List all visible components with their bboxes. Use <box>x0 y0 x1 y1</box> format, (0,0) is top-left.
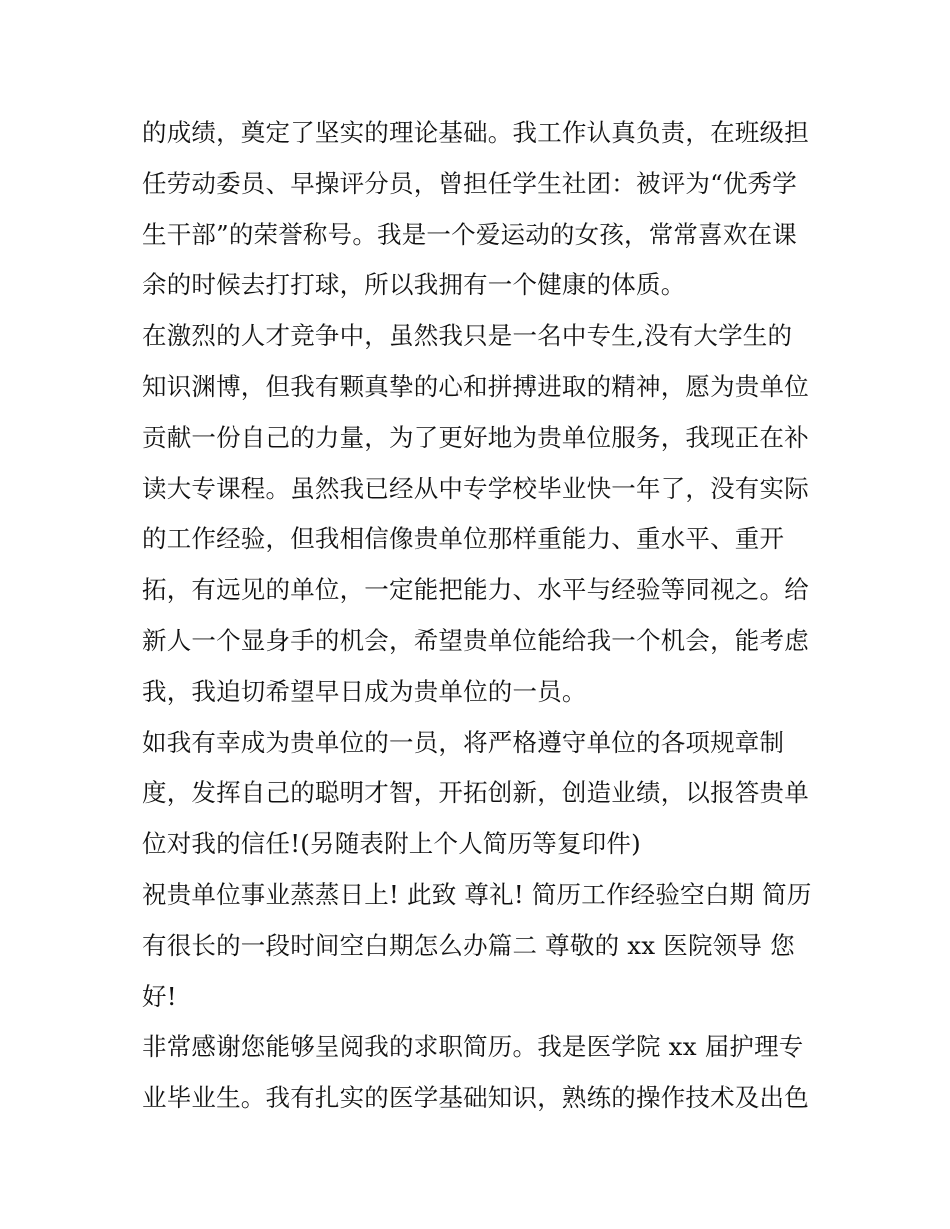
text-line: 如我有幸成为贵单位的一员，将严格遵守单位的各项规章制 <box>142 727 785 757</box>
text-line: 好! <box>142 981 177 1011</box>
body-text <box>142 108 832 1124</box>
text-line: 新人一个显身手的机会，希望贵单位能给我一个机会，能考虑 <box>142 625 809 655</box>
text-line: 有很长的一段时间空白期怎么办篇二 尊敬的 xx 医院领导 您 <box>142 930 795 960</box>
text-line: 余的时候去打打球，所以我拥有一个健康的体质。 <box>142 270 686 300</box>
text-line: 任劳动委员、早操评分员，曾担任学生社团：被评为“优秀学 <box>142 168 797 198</box>
text-line: 位对我的信任!(另随表附上个人简历等复印件) <box>142 829 641 859</box>
text-line: 读大专课程。虽然我已经从中专学校毕业快一年了，没有实际 <box>142 473 809 503</box>
text-line: 业毕业生。我有扎实的医学基础知识，熟练的操作技术及出色 <box>142 1083 809 1113</box>
text-line: 的成绩，奠定了坚实的理论基础。我工作认真负责，在班级担 <box>142 118 809 147</box>
text-line: 知识渊博，但我有颗真挚的心和拼搏进取的精神，愿为贵单位 <box>142 371 809 401</box>
text-line: 的工作经验，但我相信像贵单位那样重能力、重水平、重开 <box>142 524 785 554</box>
text-line: 生干部”的荣誉称号。我是一个爱运动的女孩，常常喜欢在课 <box>142 219 797 249</box>
text-line: 在激烈的人才竞争中，虽然我只是一名中专生,没有大学生的 <box>142 321 793 351</box>
text-line: 我，我迫切希望早日成为贵单位的一员。 <box>142 676 587 706</box>
text-line: 拓，有远见的单位，一定能把能力、水平与经验等同视之。给 <box>142 575 809 605</box>
text-line: 祝贵单位事业蒸蒸日上! 此致 尊礼! 简历工作经验空白期 简历 <box>142 879 812 909</box>
text-line: 非常感谢您能够呈阅我的求职简历。我是医学院 xx 届护理专 <box>142 1032 804 1062</box>
text-line: 度，发挥自己的聪明才智，开拓创新，创造业绩，以报答贵单 <box>142 778 809 808</box>
text-line: 贡献一份自己的力量，为了更好地为贵单位服务，我现正在补 <box>142 422 809 452</box>
